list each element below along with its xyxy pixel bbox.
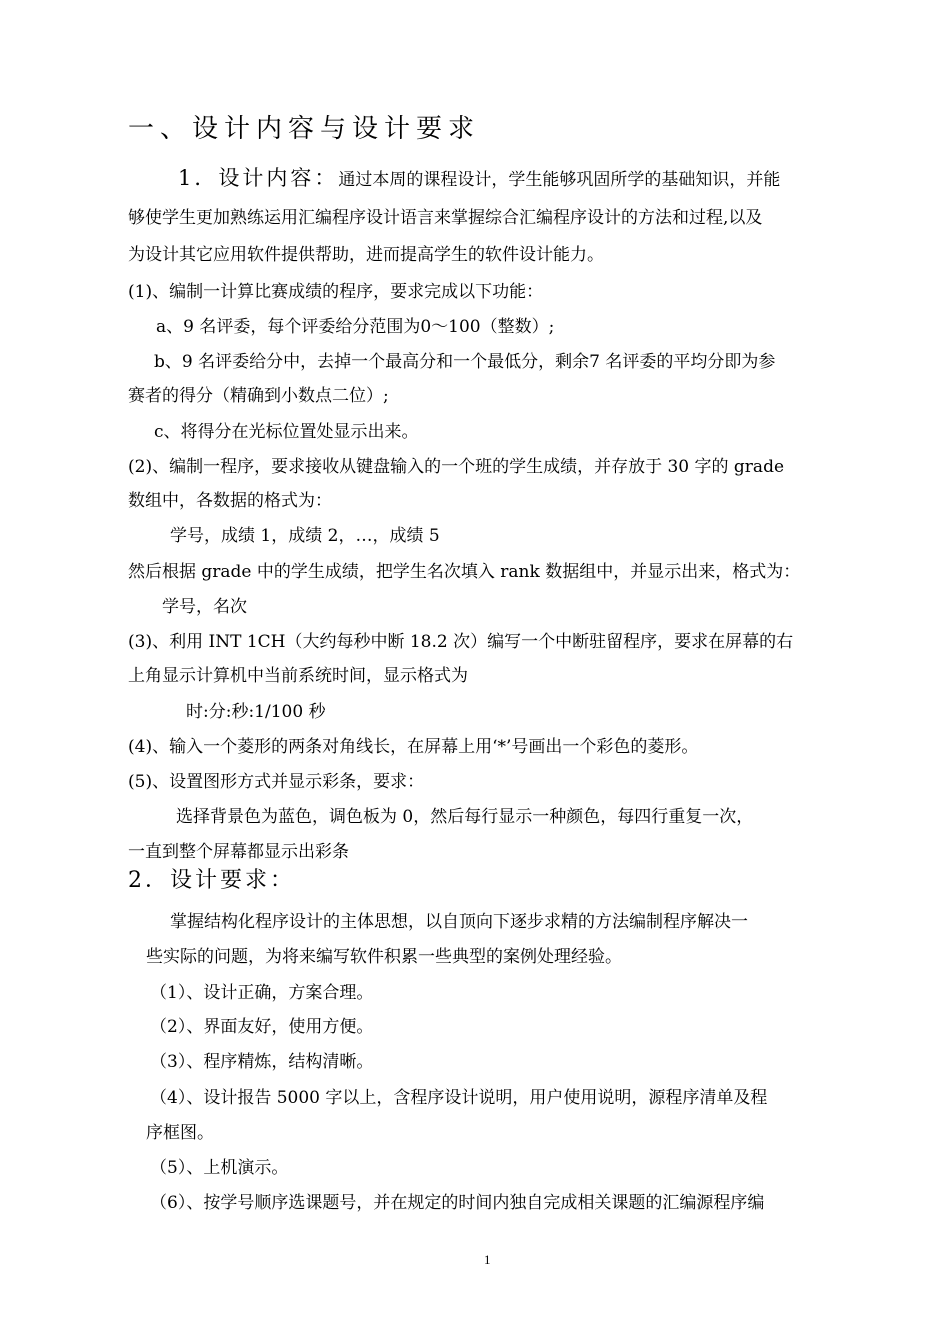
item1-point-b: b、9 名评委给分中，去掉一个最高分和一个最低分，剩余7 名评委的平均分即为参 bbox=[154, 352, 776, 372]
content-intro-line: 够使学生更加熟练运用汇编程序设计语言来掌握综合汇编程序设计的方法和过程,以及 bbox=[128, 208, 763, 228]
item1-point-b-continued: 赛者的得分（精确到小数点二位）; bbox=[128, 386, 389, 406]
content-label: 1．设计内容： bbox=[178, 166, 339, 190]
item4-line: (4)、输入一个菱形的两条对角线长，在屏幕上用‘*’号画出一个彩色的菱形。 bbox=[128, 737, 699, 757]
requirement-item: （1）、设计正确，方案合理。 bbox=[150, 983, 374, 1003]
item3-line: (3)、利用 INT 1CH（大约每秒中断 18.2 次）编写一个中断驻留程序，要求在屏幕的右 bbox=[128, 632, 794, 652]
requirement-item: （2）、界面友好，使用方便。 bbox=[150, 1017, 374, 1037]
requirements-intro: 掌握结构化程序设计的主体思想，以自顶向下逐步求精的方法编制程序解决一 bbox=[170, 912, 748, 932]
item3-format: 时:分:秒:1/100 秒 bbox=[186, 702, 326, 722]
requirements-label: 2．设计要求： bbox=[128, 868, 295, 893]
content-intro-first-line bbox=[178, 166, 780, 192]
requirements-intro: 些实际的问题，为将来编写软件积累一些典型的案例处理经验。 bbox=[146, 947, 622, 967]
item2-format: 学号，成绩 1，成绩 2，…，成绩 5 bbox=[170, 526, 440, 546]
item2-line: 数组中，各数据的格式为： bbox=[128, 491, 332, 511]
content-intro-text: 通过本周的课程设计，学生能够巩固所学的基础知识，并能 bbox=[338, 170, 781, 190]
requirement-item: （6）、按学号顺序选课题号，并在规定的时间内独自完成相关课题的汇编源程序编 bbox=[150, 1193, 765, 1213]
item1-title: (1)、编制一计算比赛成绩的程序，要求完成以下功能： bbox=[128, 282, 544, 302]
item2-line: 然后根据 grade 中的学生成绩，把学生名次填入 rank 数据组中，并显示出来，格式为： bbox=[128, 562, 801, 582]
item2-format: 学号，名次 bbox=[162, 597, 247, 617]
item1-point-c: c、将得分在光标位置处显示出来。 bbox=[154, 422, 419, 442]
item1-point-a: a、9 名评委，每个评委给分范围为0～100（整数）; bbox=[156, 317, 555, 337]
item2-line: (2)、编制一程序，要求接收从键盘输入的一个班的学生成绩，并存放于 30 字的 grade bbox=[128, 457, 785, 477]
item5-line: 选择背景色为蓝色，调色板为 0，然后每行显示一种颜色，每四行重复一次， bbox=[176, 807, 754, 827]
content-intro-line: 为设计其它应用软件提供帮助，进而提高学生的软件设计能力。 bbox=[128, 245, 604, 265]
requirement-item: （4）、设计报告 5000 字以上，含程序设计说明，用户使用说明，源程序清单及程 bbox=[150, 1088, 768, 1108]
page-number: 1 bbox=[484, 1252, 491, 1267]
requirement-item-continued: 序框图。 bbox=[146, 1123, 214, 1143]
item3-line: 上角显示计算机中当前系统时间，显示格式为 bbox=[128, 666, 468, 686]
requirement-item: （3）、程序精炼，结构清晰。 bbox=[150, 1052, 374, 1072]
item5-title: (5)、设置图形方式并显示彩条，要求： bbox=[128, 772, 425, 792]
requirement-item: （5）、上机演示。 bbox=[150, 1158, 289, 1178]
item5-line: 一直到整个屏幕都显示出彩条 bbox=[128, 842, 349, 862]
section-title: 一、设计内容与设计要求 bbox=[128, 114, 481, 144]
